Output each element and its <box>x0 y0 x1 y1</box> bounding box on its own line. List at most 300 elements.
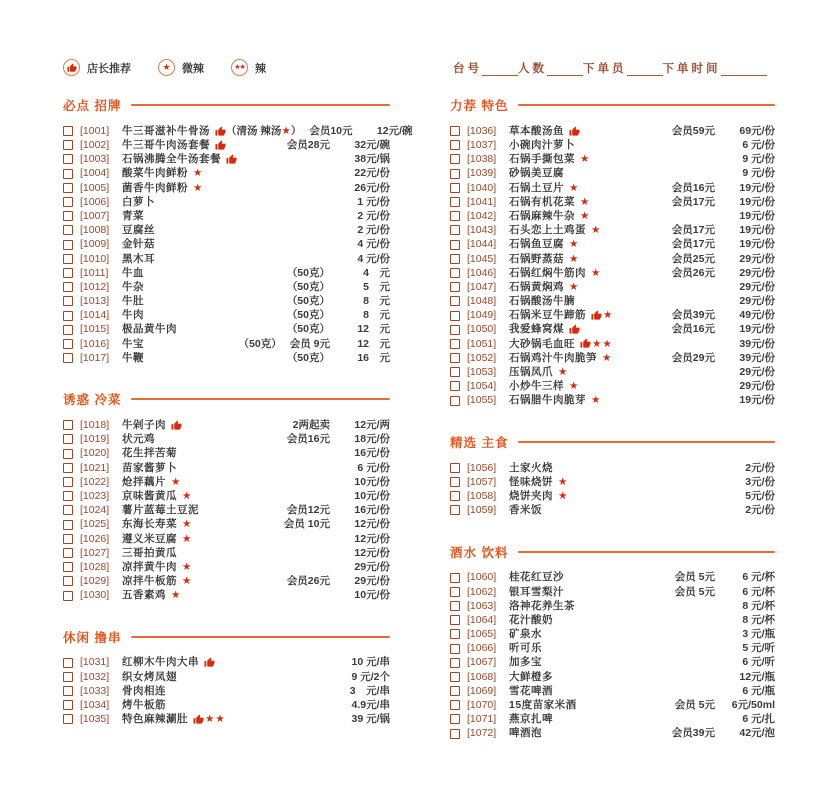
menu-section <box>450 544 775 741</box>
menu-item-row <box>450 585 775 599</box>
item-right-info <box>672 324 715 335</box>
item-price: 49元/份 <box>739 309 775 322</box>
item-checkbox[interactable] <box>450 367 460 377</box>
legend-item-thumb <box>63 59 131 76</box>
item-checkbox[interactable] <box>450 154 460 164</box>
item-checkbox[interactable] <box>63 240 73 250</box>
item-checkbox[interactable] <box>450 339 460 349</box>
item-note: （50克） <box>286 323 330 336</box>
item-price: 39 元/锅 <box>351 713 390 726</box>
item-checkbox[interactable] <box>63 197 73 207</box>
item-right-info <box>675 700 715 711</box>
item-note: （50克） <box>286 280 330 293</box>
item-checkbox[interactable] <box>63 183 73 193</box>
menu-item-row <box>63 712 390 726</box>
item-checkbox[interactable] <box>450 505 460 515</box>
item-price: 5元/份 <box>745 489 775 502</box>
item-name: 苗家酱萝卜 <box>122 461 177 474</box>
item-checkbox[interactable] <box>63 154 73 164</box>
item-member-price: 会员 5元 <box>674 571 715 584</box>
item-right-info <box>287 576 330 587</box>
item-code: [1038] <box>467 153 497 166</box>
item-name: 牛杂 <box>122 280 144 293</box>
item-code: [1049] <box>467 309 497 322</box>
item-checkbox[interactable] <box>450 254 460 264</box>
item-price: 2 元/份 <box>357 209 390 222</box>
item-icons <box>591 268 600 279</box>
item-icons <box>580 338 612 349</box>
item-checkbox[interactable] <box>450 211 460 221</box>
item-checkbox[interactable] <box>450 644 460 654</box>
item-checkbox[interactable] <box>63 548 73 558</box>
item-name: 牛鞭 <box>122 351 144 364</box>
item-code: [1009] <box>80 238 110 251</box>
item-price: 2 元/份 <box>357 224 390 237</box>
item-checkbox[interactable] <box>63 339 73 349</box>
item-name: 京味酱黄瓜 <box>122 489 177 502</box>
item-right-info <box>672 254 715 265</box>
item-icons <box>580 154 589 165</box>
item-code: [1051] <box>467 337 497 350</box>
menu-item-row <box>63 167 390 181</box>
item-code: [1066] <box>467 642 497 655</box>
menu-item-row <box>63 503 390 517</box>
item-name: 豆腐丝 <box>122 224 155 237</box>
item-checkbox[interactable] <box>450 240 460 250</box>
thumbs-up-icon <box>193 714 204 725</box>
item-price: 42元/泡 <box>739 727 775 740</box>
item-icons <box>591 395 600 406</box>
item-name: 石锅手撕包菜 <box>509 153 575 166</box>
thumbs-up-icon <box>67 63 77 73</box>
item-code: [1072] <box>467 727 497 740</box>
item-code: [1056] <box>467 461 497 474</box>
spicy-star-icon: ★ <box>182 518 192 531</box>
item-code: [1069] <box>467 684 497 697</box>
item-checkbox[interactable] <box>63 520 73 530</box>
item-right-info <box>672 728 715 739</box>
item-checkbox[interactable] <box>450 729 460 739</box>
menu-item-row <box>63 138 390 152</box>
legend-label: 微辣 <box>182 62 204 75</box>
item-price: 5 元/听 <box>742 642 775 655</box>
item-price: 19元/份 <box>739 195 775 208</box>
item-code: [1034] <box>80 699 110 712</box>
item-checkbox[interactable] <box>63 420 73 430</box>
menu-item-row <box>450 124 775 138</box>
item-checkbox[interactable] <box>450 311 460 321</box>
item-checkbox[interactable] <box>450 197 460 207</box>
menu-item-row <box>450 351 775 365</box>
item-name: 凉拌黄牛肉 <box>122 560 177 573</box>
item-name: 牛三哥牛肉汤套餐 <box>122 139 210 152</box>
item-member-price: 会员25元 <box>671 252 715 265</box>
item-checkbox[interactable] <box>450 587 460 597</box>
menu-item-row <box>450 181 775 195</box>
menu-item-row <box>63 684 390 698</box>
menu-section <box>63 97 413 365</box>
item-icons <box>182 562 191 573</box>
item-checkbox[interactable] <box>63 325 73 335</box>
menu-item-row <box>450 379 775 393</box>
item-checkbox[interactable] <box>63 434 73 444</box>
menu-item-row <box>63 252 390 266</box>
item-icons <box>591 310 612 321</box>
item-checkbox[interactable] <box>450 477 460 487</box>
menu-item-row <box>450 670 775 684</box>
item-name: 石锅红焖牛筋肉 <box>509 266 586 279</box>
item-price: 16元/份 <box>354 504 390 517</box>
item-price: 12元/份 <box>354 518 390 531</box>
item-checkbox[interactable] <box>63 700 73 710</box>
item-checkbox[interactable] <box>450 169 460 179</box>
item-name: 东海长寿菜 <box>122 518 177 531</box>
item-price: 69元/份 <box>739 124 775 137</box>
item-member-price: 会员17元 <box>671 224 715 237</box>
item-right-info <box>239 339 330 350</box>
item-code: [1059] <box>467 504 497 517</box>
item-price: 16元/份 <box>354 447 390 460</box>
thumbs-up-icon <box>591 310 602 321</box>
item-note: （50克） <box>286 295 330 308</box>
item-checkbox[interactable] <box>450 573 460 583</box>
item-checkbox[interactable] <box>450 140 460 150</box>
spicy-star-icon: ★ <box>171 475 181 488</box>
item-name: 听可乐 <box>509 642 542 655</box>
spicy-star-icon: ★ <box>569 181 579 194</box>
item-name: 白萝卜 <box>122 195 155 208</box>
item-right-info <box>672 225 715 236</box>
item-member-price: 会员 5元 <box>674 585 715 598</box>
item-checkbox[interactable] <box>63 672 73 682</box>
item-checkbox[interactable] <box>450 658 460 668</box>
item-icons <box>558 477 567 488</box>
spicy-star-icon: ★ <box>558 489 568 502</box>
menu-item-row <box>63 209 390 223</box>
item-price: 4 元/份 <box>357 252 390 265</box>
menu-item-row <box>63 195 390 209</box>
item-code: [1046] <box>467 266 497 279</box>
item-price: 8 元 <box>363 309 390 322</box>
menu-item-row <box>450 365 775 379</box>
item-checkbox[interactable] <box>450 282 460 292</box>
item-code: [1010] <box>80 252 110 265</box>
item-checkbox[interactable] <box>450 381 460 391</box>
item-checkbox[interactable] <box>63 282 73 292</box>
item-checkbox[interactable] <box>63 311 73 321</box>
menu-item-row <box>450 323 775 337</box>
item-member-price: 会员26元 <box>286 575 330 588</box>
item-code: [1018] <box>80 419 110 432</box>
item-name: 金针菇 <box>122 238 155 251</box>
item-name: 我爱蜂窝煤 <box>509 323 564 336</box>
item-name: 小碗肉汁萝卜 <box>509 139 575 152</box>
item-checkbox[interactable] <box>450 183 460 193</box>
order-field-label-3: 下单时间 <box>662 63 721 75</box>
item-price: 12元/瓶 <box>739 670 775 683</box>
item-checkbox[interactable] <box>63 268 73 278</box>
item-checkbox[interactable] <box>450 672 460 682</box>
spicy-star-icon: ★ <box>558 366 568 379</box>
item-code: [1025] <box>80 518 110 531</box>
item-name: 凉拌牛板筋 <box>122 575 177 588</box>
menu-item-row <box>63 238 390 252</box>
item-right-info <box>287 434 330 445</box>
item-member-price: 会员12元 <box>286 504 330 517</box>
spicy-star-icon: ★ <box>591 394 601 407</box>
menu-item-row <box>63 461 390 475</box>
item-checkbox[interactable] <box>450 686 460 696</box>
item-name: 极品黄牛肉 <box>122 323 177 336</box>
item-icons <box>193 714 225 725</box>
menu-column-right <box>450 97 775 741</box>
menu-item-row <box>63 266 390 280</box>
item-icons <box>193 183 202 194</box>
item-right-info <box>672 239 715 250</box>
item-price: 19元/份 <box>739 394 775 407</box>
spicy-star-icon: ★ <box>171 589 181 602</box>
item-price: 29元/份 <box>739 380 775 393</box>
menu-column-left <box>63 97 413 727</box>
item-price: 39元/份 <box>739 337 775 350</box>
item-member-price: 会员16元 <box>286 433 330 446</box>
item-note: （50克） <box>286 309 330 322</box>
section-header <box>450 544 775 560</box>
item-checkbox[interactable] <box>450 296 460 306</box>
menu-item-row <box>63 546 390 560</box>
item-checkbox[interactable] <box>450 629 460 639</box>
item-checkbox[interactable] <box>63 534 73 544</box>
menu-item-row <box>450 337 775 351</box>
item-icons <box>193 168 202 179</box>
double-star-icon: ★★ <box>234 64 245 71</box>
item-name: 状元鸡 <box>122 433 155 446</box>
menu-section <box>450 97 775 408</box>
item-checkbox[interactable] <box>450 601 460 611</box>
item-price: 8 元/杯 <box>742 613 775 626</box>
item-code: [1052] <box>467 351 497 364</box>
item-name: 花汁酸奶 <box>509 613 553 626</box>
menu-item-row <box>450 152 775 166</box>
spicy-star-icon: ★ <box>193 181 203 194</box>
menu-item-row <box>63 698 390 712</box>
thumbs-up-icon <box>204 657 215 668</box>
item-right-info <box>287 505 330 516</box>
item-name: 三哥拍黄瓜 <box>122 546 177 559</box>
item-checkbox[interactable] <box>63 562 73 572</box>
item-checkbox[interactable] <box>63 353 73 363</box>
item-code: [1041] <box>467 195 497 208</box>
item-checkbox[interactable] <box>63 225 73 235</box>
order-field-blank-2[interactable] <box>627 63 663 76</box>
item-checkbox[interactable] <box>450 714 460 724</box>
item-member-price: 会员 9元 <box>289 337 330 350</box>
item-code: [1048] <box>467 295 497 308</box>
item-icons <box>569 183 578 194</box>
item-code: [1040] <box>467 181 497 194</box>
section-header <box>63 391 390 407</box>
item-checkbox[interactable] <box>63 576 73 586</box>
item-checkbox[interactable] <box>450 268 460 278</box>
item-checkbox[interactable] <box>63 211 73 221</box>
item-price: 19元/份 <box>739 181 775 194</box>
order-field-blank-1[interactable] <box>547 63 583 76</box>
spicy-star-icon: ★ <box>602 351 612 364</box>
section-title: 力荐 特色 <box>450 99 509 113</box>
item-price: 4.9元/串 <box>351 699 390 712</box>
menu-item-row <box>450 252 775 266</box>
item-code: [1033] <box>80 684 110 697</box>
item-checkbox[interactable] <box>450 615 460 625</box>
item-code: [1013] <box>80 295 110 308</box>
item-name: 小炒牛三样 <box>509 380 564 393</box>
item-checkbox[interactable] <box>63 477 73 487</box>
item-checkbox[interactable] <box>63 296 73 306</box>
section-divider-line <box>131 636 390 638</box>
item-name: 怪味烧饼 <box>509 475 553 488</box>
item-price: 4 元/份 <box>357 238 390 251</box>
item-name: 石锅米豆牛蹄筋 <box>509 309 586 322</box>
item-name: 石头恋上土鸡蛋 <box>509 224 586 237</box>
item-code: [1017] <box>80 351 110 364</box>
thumbs-up-icon <box>215 126 226 137</box>
item-checkbox[interactable] <box>63 686 73 696</box>
item-checkbox[interactable] <box>63 463 73 473</box>
item-right-info <box>287 296 330 307</box>
section-title: 诱惑 冷菜 <box>63 393 122 408</box>
item-checkbox[interactable] <box>63 505 73 515</box>
item-right-info <box>287 282 330 293</box>
item-code: [1058] <box>467 489 497 502</box>
menu-item-row <box>450 461 775 475</box>
menu-item-row <box>450 727 775 741</box>
item-name: 草本酸汤鱼 <box>509 124 564 137</box>
item-checkbox[interactable] <box>450 463 460 473</box>
item-checkbox[interactable] <box>63 254 73 264</box>
legend <box>63 59 266 76</box>
item-checkbox[interactable] <box>450 700 460 710</box>
item-code: [1037] <box>467 139 497 152</box>
item-checkbox[interactable] <box>63 126 73 136</box>
item-price: 6 元/份 <box>742 139 775 152</box>
menu-item-row <box>63 656 390 670</box>
item-icons <box>569 282 578 293</box>
order-field-blank-0[interactable] <box>482 63 518 76</box>
item-checkbox[interactable] <box>63 491 73 501</box>
item-icons <box>569 126 580 137</box>
menu-item-row <box>63 418 390 432</box>
item-checkbox[interactable] <box>63 714 73 724</box>
item-name: 矿泉水 <box>509 628 542 641</box>
item-member-price: 会员10元 <box>309 124 353 137</box>
item-name: 炝拌藕片 <box>122 475 166 488</box>
item-code: [1062] <box>467 585 497 598</box>
item-right-info <box>672 197 715 208</box>
spicy-star-icon: ★ <box>592 337 602 350</box>
item-icons <box>215 126 226 137</box>
item-code: [1060] <box>467 571 497 584</box>
item-price: 12元/份 <box>354 532 390 545</box>
item-price: 6元/50ml <box>731 699 775 712</box>
menu-item-row <box>63 447 390 461</box>
item-price: 29元/份 <box>739 252 775 265</box>
menu-item-row <box>450 656 775 670</box>
thumbs-up-icon <box>569 126 580 137</box>
item-checkbox[interactable] <box>63 591 73 601</box>
item-checkbox[interactable] <box>63 140 73 150</box>
item-name: 特色麻辣涮肚 <box>122 713 188 726</box>
item-icons <box>580 211 589 222</box>
spicy-star-icon: ★ <box>205 713 215 726</box>
item-code: [1050] <box>467 323 497 336</box>
item-code: [1023] <box>80 489 110 502</box>
item-checkbox[interactable] <box>450 325 460 335</box>
item-name: 牛剁子肉 <box>122 419 166 432</box>
item-checkbox[interactable] <box>450 491 460 501</box>
item-name: 15度苗家米酒 <box>509 699 577 712</box>
item-checkbox[interactable] <box>450 126 460 136</box>
item-name: 遵义米豆腐 <box>122 532 177 545</box>
spicy-star-icon: ★ <box>580 195 590 208</box>
item-code: [1019] <box>80 433 110 446</box>
item-code: [1029] <box>80 575 110 588</box>
item-price: 8 元/杯 <box>742 599 775 612</box>
item-price: 22元/份 <box>354 167 390 180</box>
item-name: 砂锅美豆腐 <box>509 167 564 180</box>
item-code: [1070] <box>467 699 497 712</box>
item-code: [1030] <box>80 589 110 602</box>
item-code: [1057] <box>467 475 497 488</box>
item-name: 土家火烧 <box>509 461 553 474</box>
item-code: [1016] <box>80 337 110 350</box>
item-code: [1021] <box>80 461 110 474</box>
menu-section <box>450 434 775 518</box>
menu-item-row <box>450 223 775 237</box>
item-checkbox[interactable] <box>63 658 73 668</box>
item-checkbox[interactable] <box>450 396 460 406</box>
item-checkbox[interactable] <box>450 225 460 235</box>
item-member-price: 会员26元 <box>671 266 715 279</box>
item-price: 19元/份 <box>739 224 775 237</box>
item-code: [1068] <box>467 670 497 683</box>
order-field-blank-3[interactable] <box>721 63 767 76</box>
item-price: 12元/两 <box>354 419 390 432</box>
menu-item-row <box>450 571 775 585</box>
item-note: （50克） <box>286 351 330 364</box>
menu-item-row <box>63 351 390 365</box>
menu-item-row <box>63 518 390 532</box>
menu-item-row <box>63 280 390 294</box>
menu-item-row <box>450 394 775 408</box>
item-name: 石锅黄焖鸡 <box>509 280 564 293</box>
item-name: 薯片蓝莓土豆泥 <box>122 504 199 517</box>
item-right-info <box>675 587 715 598</box>
item-price: 29元/份 <box>354 560 390 573</box>
item-code: [1032] <box>80 670 110 683</box>
menu-item-row <box>63 323 390 337</box>
item-code: [1071] <box>467 713 497 726</box>
item-code: [1004] <box>80 167 110 180</box>
item-checkbox[interactable] <box>450 353 460 363</box>
item-price: 10元/份 <box>354 589 390 602</box>
item-member-price: 会员39元 <box>671 309 715 322</box>
item-name: 牛宝 <box>122 337 144 350</box>
item-name: 牛血 <box>122 266 144 279</box>
item-checkbox[interactable] <box>63 169 73 179</box>
menu-item-row <box>63 560 390 574</box>
item-checkbox[interactable] <box>63 449 73 459</box>
spicy-star-icon: ★ <box>162 62 171 72</box>
